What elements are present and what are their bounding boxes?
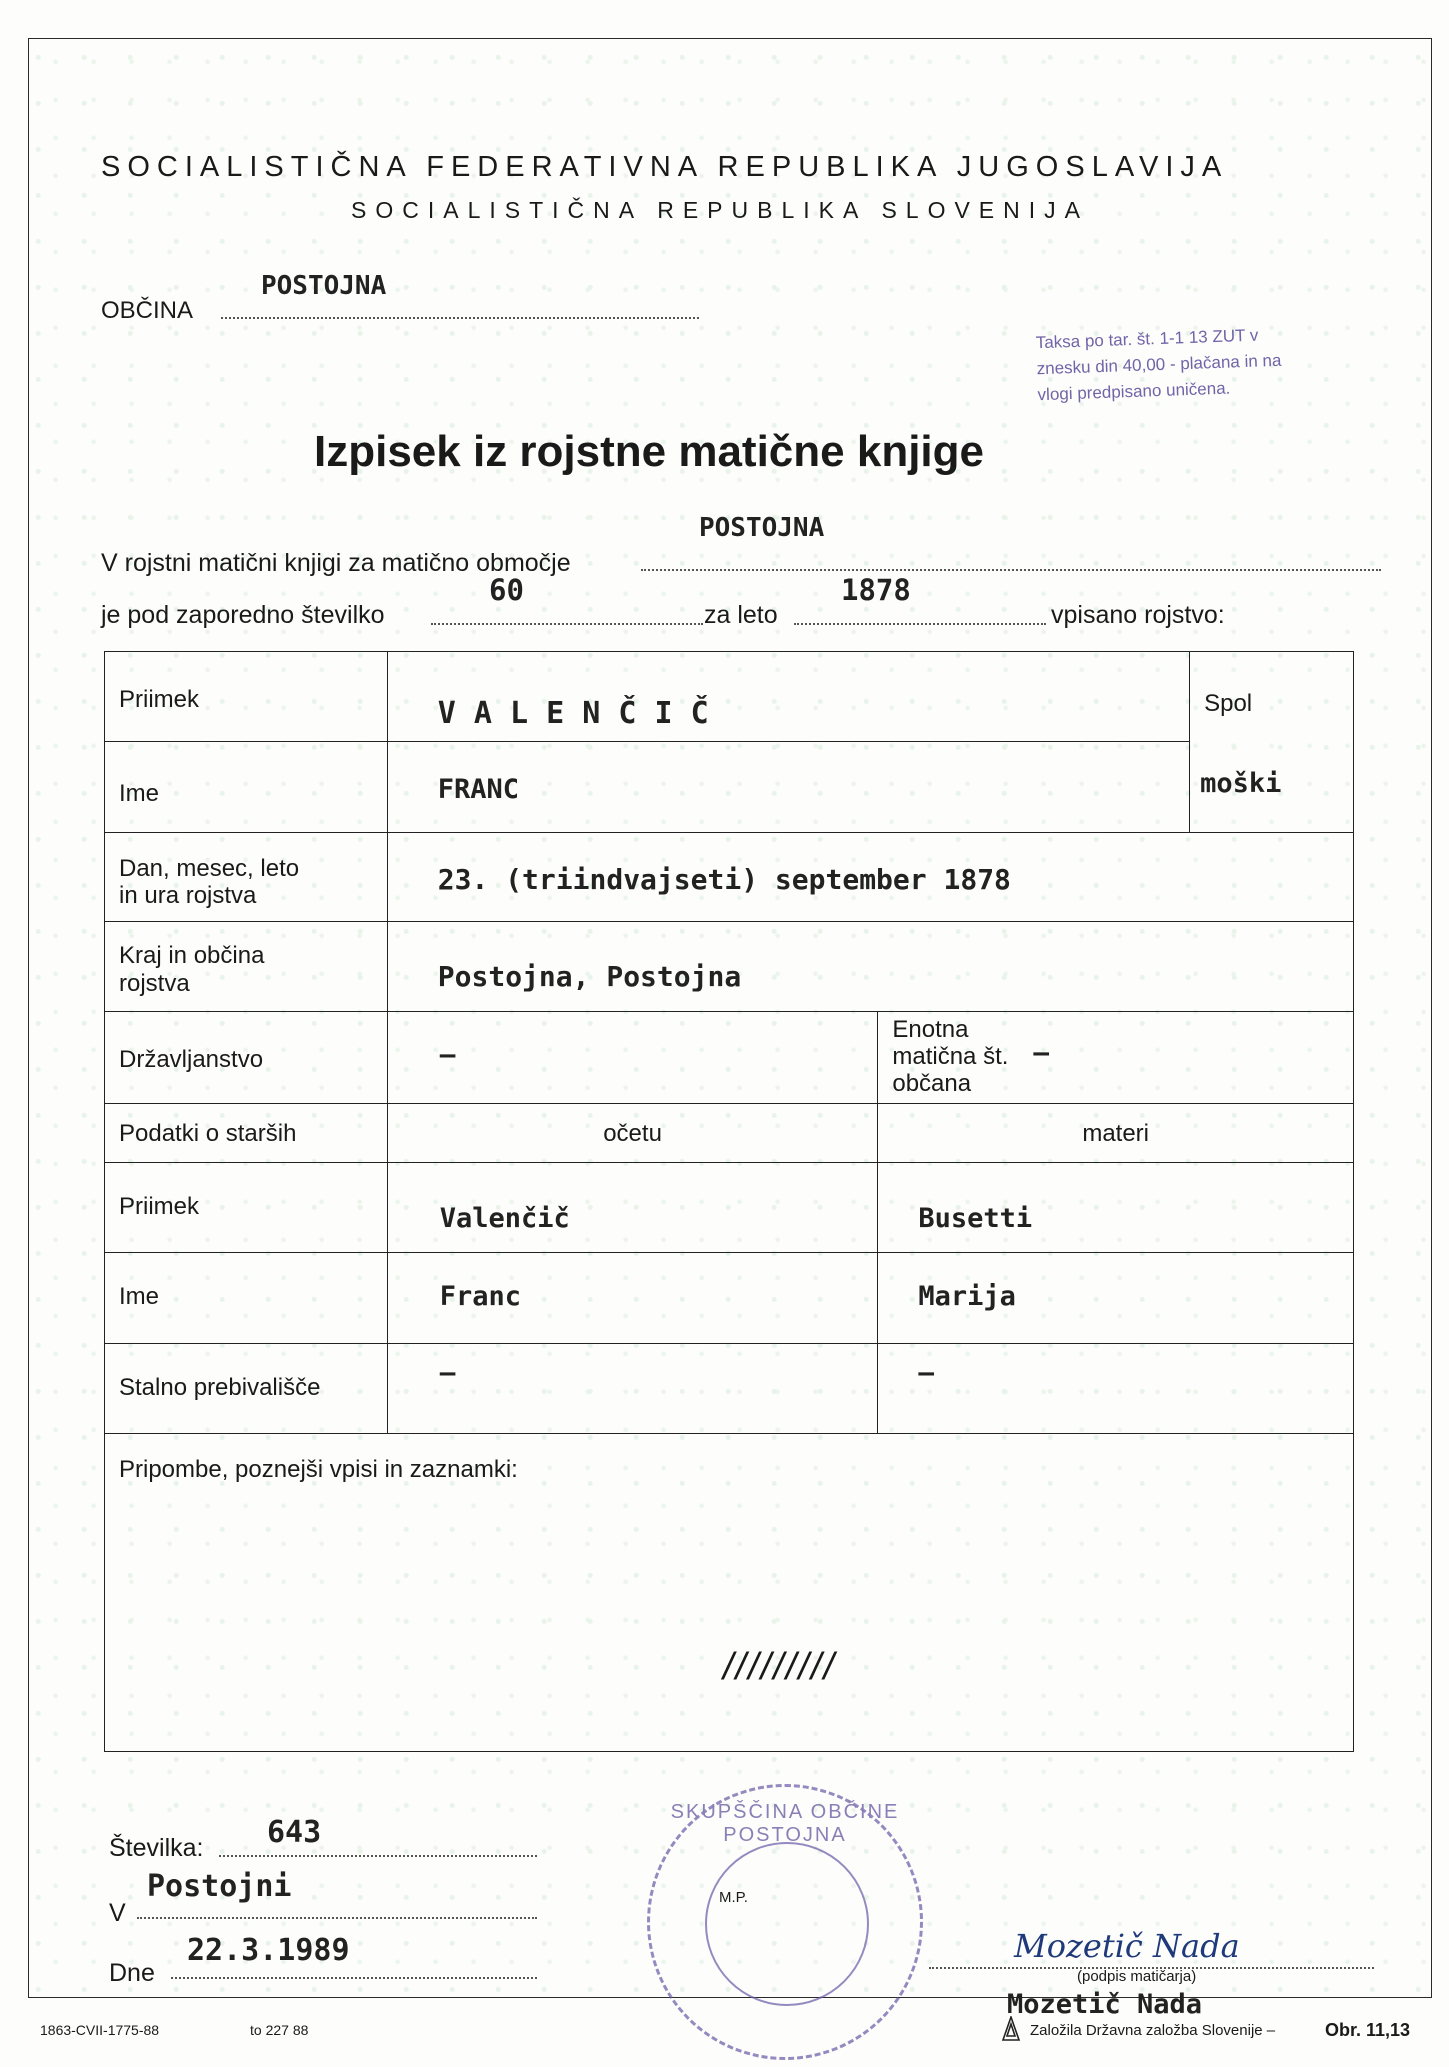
municipality-label: OBČINA xyxy=(101,297,194,324)
value-cell xyxy=(387,922,1353,1012)
document-title: Izpisek iz rojstne matične knjige xyxy=(314,427,984,476)
emso-label-1: Enotna xyxy=(892,1016,969,1043)
row-citizenship xyxy=(105,1012,1354,1104)
register-year-label: za leto xyxy=(704,601,778,629)
row-birth-date xyxy=(105,833,1354,922)
official-seal xyxy=(647,1784,923,2060)
footer-place-label: V xyxy=(109,1899,126,1927)
remarks-label: Pripombe, poznejši vpisi in zaznamki: xyxy=(119,1456,518,1483)
parents-header-label: Podatki o starših xyxy=(119,1120,297,1147)
municipality-line xyxy=(221,317,699,319)
mother-surname: Busetti xyxy=(918,1203,1033,1234)
signature-handwritten: Mozetič Nada xyxy=(1014,1927,1240,1965)
label-cell xyxy=(105,1253,388,1344)
register-number-line xyxy=(431,623,703,625)
name-label: Ime xyxy=(119,780,160,807)
value-cell xyxy=(387,652,1189,742)
signature-typed: Mozetič Nada xyxy=(1007,1989,1203,2020)
mother-cell xyxy=(878,1163,1354,1253)
father-cell xyxy=(387,1344,878,1434)
birth-label-2: in ura rojstva xyxy=(119,882,257,909)
place-value: Postojna, Postojna xyxy=(437,960,742,993)
father-cell xyxy=(387,1253,878,1344)
parents-surname-label: Priimek xyxy=(119,1193,200,1220)
place-label-2: rojstva xyxy=(119,970,190,997)
label-cell xyxy=(105,1104,388,1163)
father-label: očetu xyxy=(603,1120,662,1147)
label-cell xyxy=(105,833,388,922)
label-cell xyxy=(105,742,388,833)
mother-residence: — xyxy=(918,1358,935,1388)
register-area-label: V rojstni matični knjigi za matično območje xyxy=(101,549,571,577)
seal-emblem xyxy=(705,1842,869,2006)
sex-label: Spol xyxy=(1204,690,1253,717)
register-area-line xyxy=(641,569,1381,571)
mother-header-cell xyxy=(878,1104,1354,1163)
form-code: 1863-CVII-1775-88 xyxy=(40,2022,160,2038)
form-number: Obr. 11,13 xyxy=(1325,2020,1411,2040)
citizenship-value: — xyxy=(439,1040,456,1070)
document-frame xyxy=(28,38,1432,2020)
row-remarks xyxy=(105,1434,1354,1752)
register-number-value: 60 xyxy=(489,573,524,607)
remarks-cell xyxy=(105,1434,1354,1752)
label-cell xyxy=(105,1344,388,1434)
label-cell xyxy=(105,1163,388,1253)
header-federation: SOCIALISTIČNA FEDERATIVNA REPUBLIKA JUGOSLAVIJA xyxy=(101,151,1229,183)
seal-text: SKUPŠČINA OBČINE POSTOJNA xyxy=(670,1801,900,1846)
sex-cell xyxy=(1190,652,1354,833)
footer-place-value: Postojni xyxy=(147,1869,292,1904)
label-cell xyxy=(105,652,388,742)
footer-number-line xyxy=(219,1855,537,1857)
row-parents-header xyxy=(105,1104,1354,1163)
row-parents-residence xyxy=(105,1344,1354,1434)
mother-cell xyxy=(878,1253,1354,1344)
surname-value: V A L E N Č I Č xyxy=(437,696,709,731)
parents-name-label: Ime xyxy=(119,1283,160,1310)
footer-date-line xyxy=(171,1977,537,1979)
row-parents-name xyxy=(105,1253,1354,1344)
print-run: to 227 88 xyxy=(250,2022,309,2038)
fee-stamp-line2: znesku din 40,00 - plačana in na xyxy=(1036,350,1282,379)
parents-residence-label: Stalno prebivališče xyxy=(119,1374,321,1401)
register-tail-label: vpisano rojstvo: xyxy=(1051,601,1225,629)
register-area-value: POSTOJNA xyxy=(699,513,825,543)
row-name xyxy=(105,742,1354,833)
footer-number-label: Številka: xyxy=(109,1834,204,1862)
father-header-cell xyxy=(387,1104,878,1163)
label-cell xyxy=(105,922,388,1012)
footer-place-line xyxy=(137,1917,537,1919)
header-republic: SOCIALISTIČNA REPUBLIKA SLOVENIJA xyxy=(351,197,1089,223)
father-cell xyxy=(387,1163,878,1253)
register-year-line xyxy=(794,623,1046,625)
register-year-value: 1878 xyxy=(841,573,911,607)
mother-cell xyxy=(878,1344,1354,1434)
name-value: FRANC xyxy=(437,774,520,805)
value-cell xyxy=(387,1012,878,1104)
remarks-value: ///////// xyxy=(723,1646,837,1688)
personal-data-table xyxy=(104,651,1354,1752)
mother-name: Marija xyxy=(918,1281,1016,1312)
emso-label-2: matična št. xyxy=(892,1043,1009,1070)
father-name: Franc xyxy=(439,1281,522,1312)
row-surname xyxy=(105,652,1354,742)
birth-label-1: Dan, mesec, leto xyxy=(119,855,300,882)
birth-value: 23. (triindvajseti) september 1878 xyxy=(437,863,1011,896)
father-residence: — xyxy=(439,1358,456,1388)
citizenship-label: Državljanstvo xyxy=(119,1046,264,1073)
label-cell xyxy=(105,1012,388,1104)
surname-label: Priimek xyxy=(119,686,200,713)
footer-date-label: Dne xyxy=(109,1959,155,1987)
fee-stamp-line1: Taksa po tar. št. 1-1 13 ZUT v xyxy=(1035,325,1259,353)
fee-stamp xyxy=(1035,318,1398,431)
mother-label: materi xyxy=(1082,1120,1150,1147)
emso-cell xyxy=(878,1012,1354,1104)
row-parents-surname xyxy=(105,1163,1354,1253)
emso-label-3: občana xyxy=(892,1070,972,1097)
emso-value: — xyxy=(1033,1038,1050,1068)
row-birth-place xyxy=(105,922,1354,1012)
fee-stamp-line3: vlogi predpisano uničena. xyxy=(1037,378,1231,405)
place-label-1: Kraj in občina xyxy=(119,942,265,969)
value-cell xyxy=(387,833,1353,922)
municipality-value: POSTOJNA xyxy=(261,271,387,301)
signature-caption: (podpis matičarja) xyxy=(1077,1968,1197,1985)
footer-number-value: 643 xyxy=(267,1815,322,1850)
father-surname: Valenčič xyxy=(439,1203,570,1234)
seal-mp-label: M.P. xyxy=(719,1889,748,1906)
value-cell xyxy=(387,742,1189,833)
sex-value: moški xyxy=(1200,768,1282,799)
publisher: Založila Državna založba Slovenije – xyxy=(1030,2022,1276,2039)
publisher-logo-icon xyxy=(1000,2016,1022,2042)
register-number-label: je pod zaporedno številko xyxy=(101,601,385,629)
footer-date-value: 22.3.1989 xyxy=(187,1933,350,1968)
